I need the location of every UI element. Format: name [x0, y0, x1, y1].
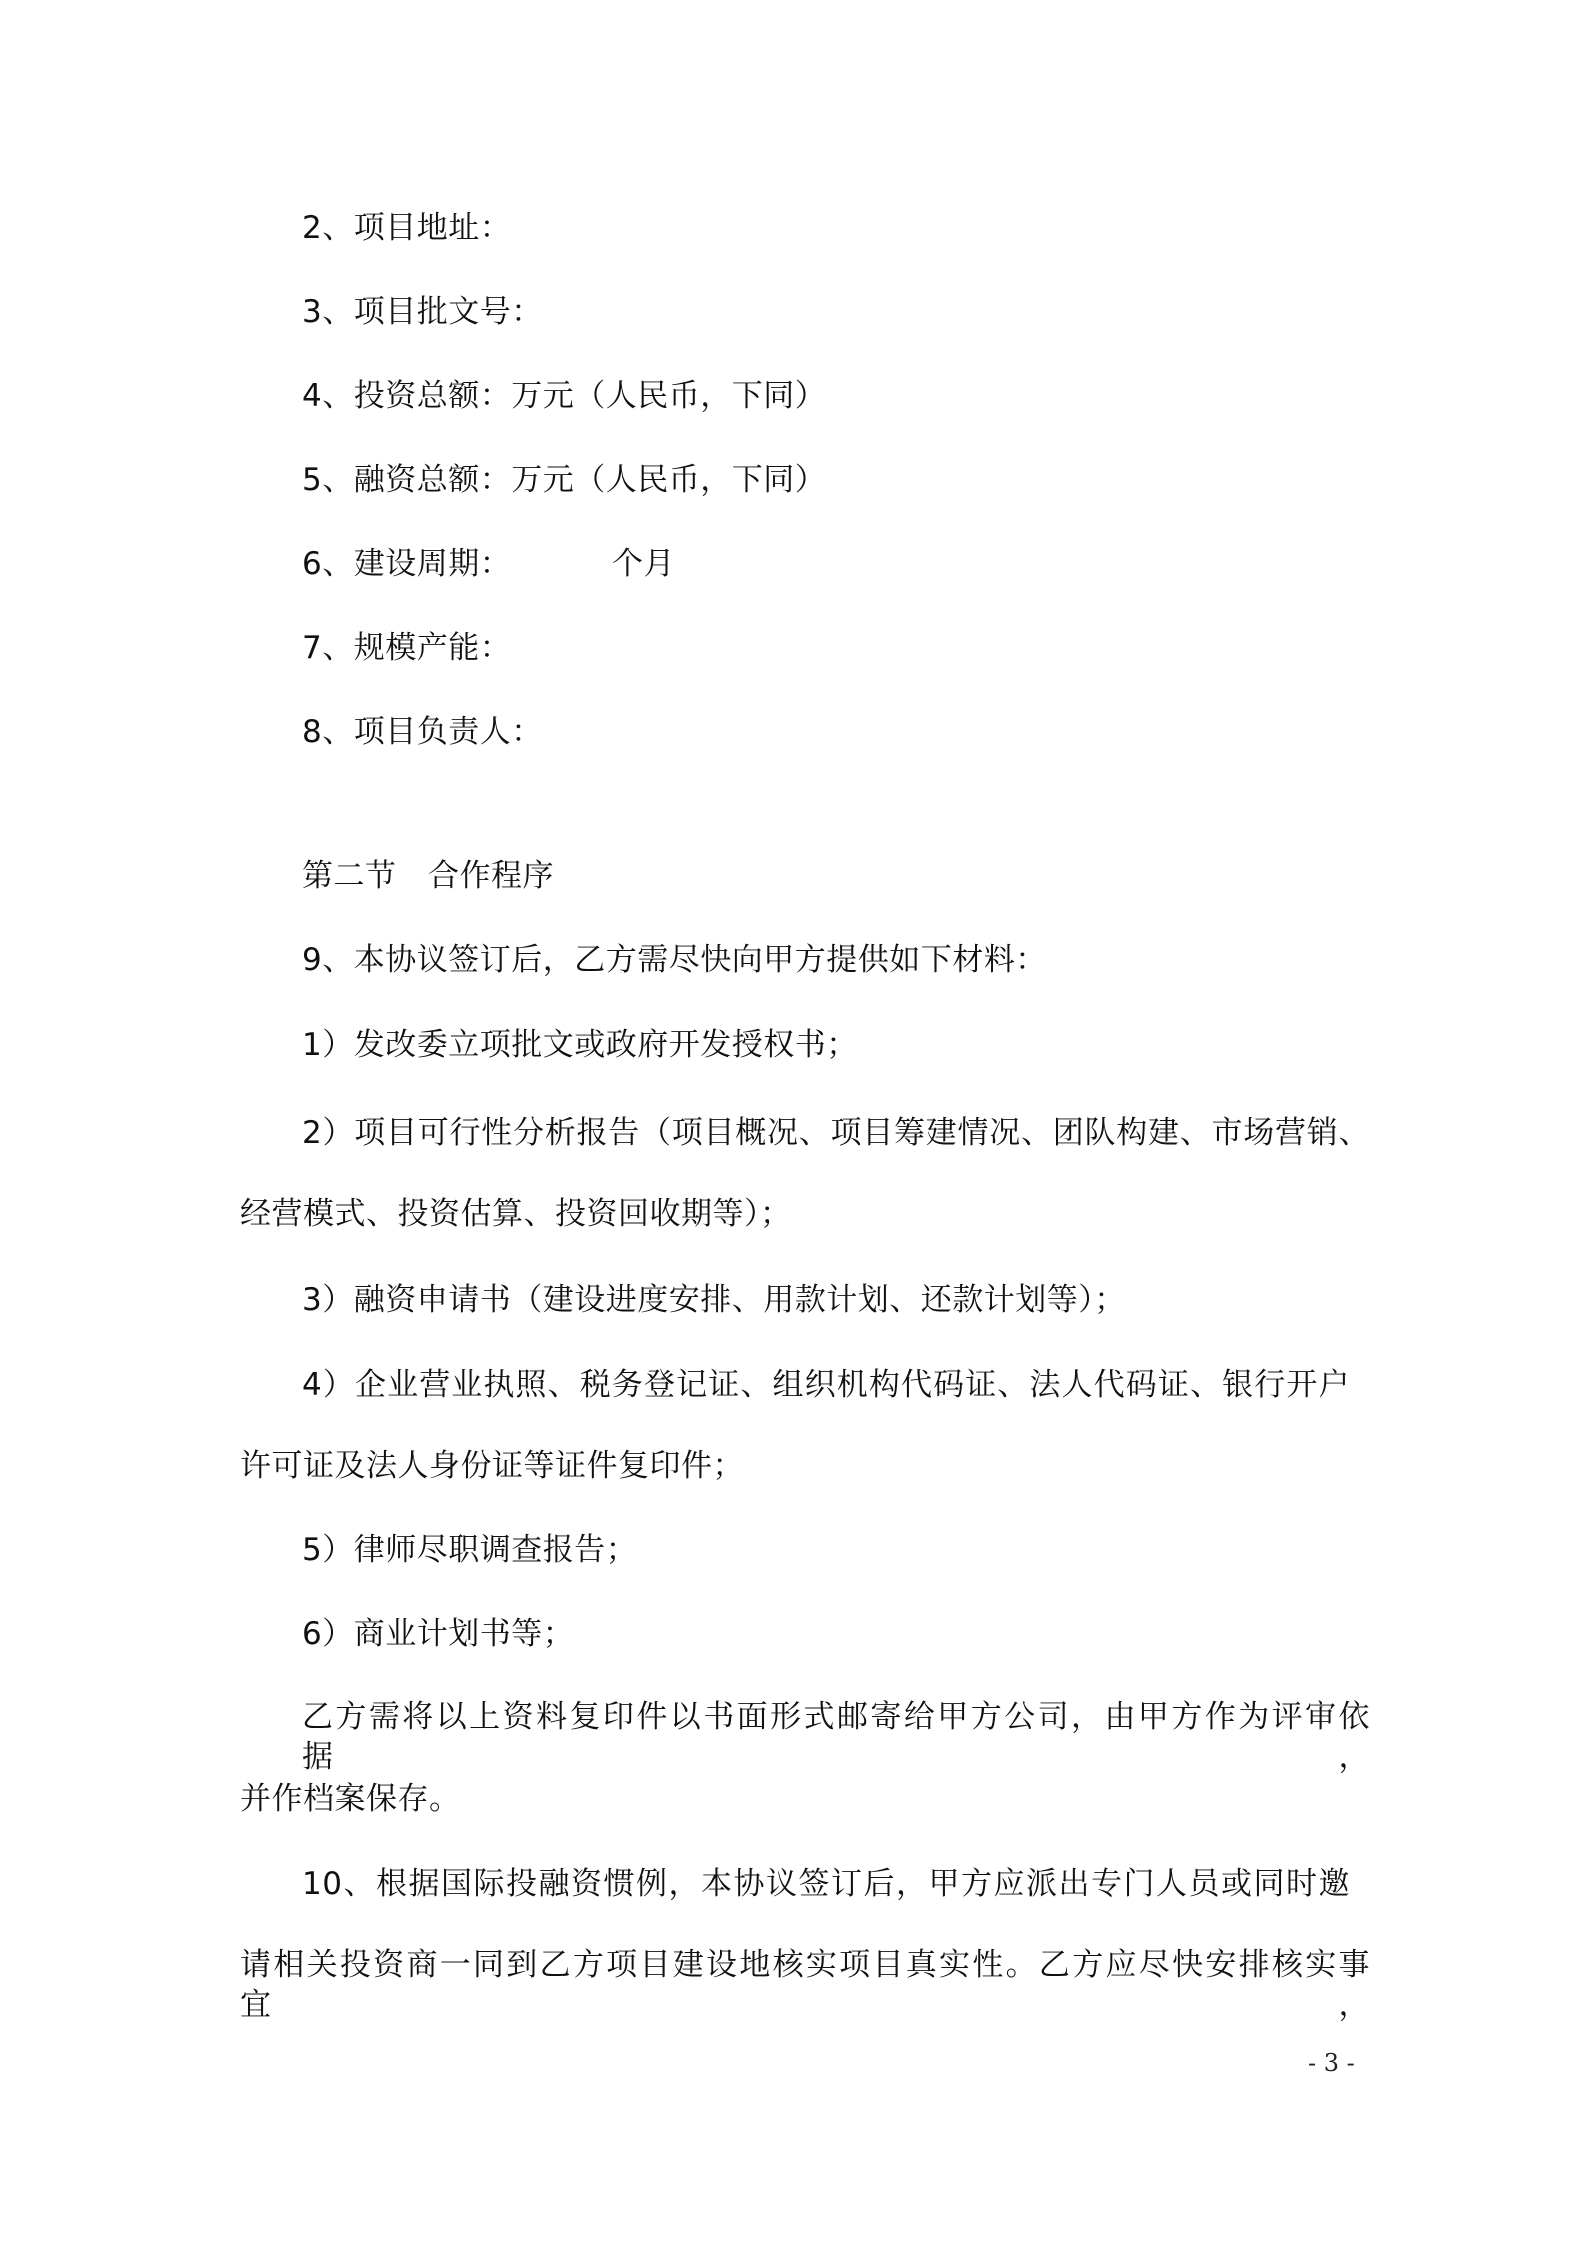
- submission-paragraph-line-2: 并作档案保存。: [240, 1781, 461, 1817]
- material-6: 6）商业计划书等；: [302, 1616, 575, 1652]
- item-total-investment: 4、投资总额：万元（人民币，下同）: [302, 378, 827, 414]
- submission-paragraph-line-1: 乙方需将以上资料复印件以书面形式邮寄给甲方公司，由甲方作为评审依据，: [302, 1699, 1370, 1775]
- material-2-line-1: 2）项目可行性分析报告（项目概况、项目筹建情况、团队构建、市场营销、: [302, 1115, 1370, 1151]
- material-5: 5）律师尽职调查报告；: [302, 1532, 638, 1568]
- material-2-line-2: 经营模式、投资估算、投资回收期等）；: [240, 1196, 792, 1232]
- page-number: - 3 -: [1308, 2049, 1355, 2077]
- material-4-line-1: 4）企业营业执照、税务登记证、组织机构代码证、法人代码证、银行开户: [302, 1367, 1350, 1403]
- item-project-address: 2、项目地址：: [302, 210, 512, 246]
- item-construction-period: 6、建设周期：: [302, 546, 512, 582]
- item-project-leader: 8、项目负责人：: [302, 714, 543, 750]
- material-3: 3）融资申请书（建设进度安排、用款计划、还款计划等）；: [302, 1282, 1126, 1318]
- clause-10-line-2: 请相关投资商一同到乙方项目建设地核实项目真实性。乙方应尽快安排核实事宜，: [240, 1947, 1370, 2023]
- item-production-capacity: 7、规模产能：: [302, 630, 512, 666]
- construction-period-unit: 个月: [612, 546, 675, 582]
- section-heading: 第二节 合作程序: [302, 858, 554, 894]
- clause-10-line-1: 10、根据国际投融资惯例，本协议签订后，甲方应派出专门人员或同时邀: [302, 1866, 1350, 1902]
- material-4-line-2: 许可证及法人身份证等证件复印件；: [240, 1448, 744, 1484]
- item-total-financing: 5、融资总额：万元（人民币，下同）: [302, 462, 827, 498]
- clause-9: 9、本协议签订后，乙方需尽快向甲方提供如下材料：: [302, 942, 1047, 978]
- material-1: 1）发改委立项批文或政府开发授权书；: [302, 1027, 858, 1063]
- item-approval-number: 3、项目批文号：: [302, 294, 543, 330]
